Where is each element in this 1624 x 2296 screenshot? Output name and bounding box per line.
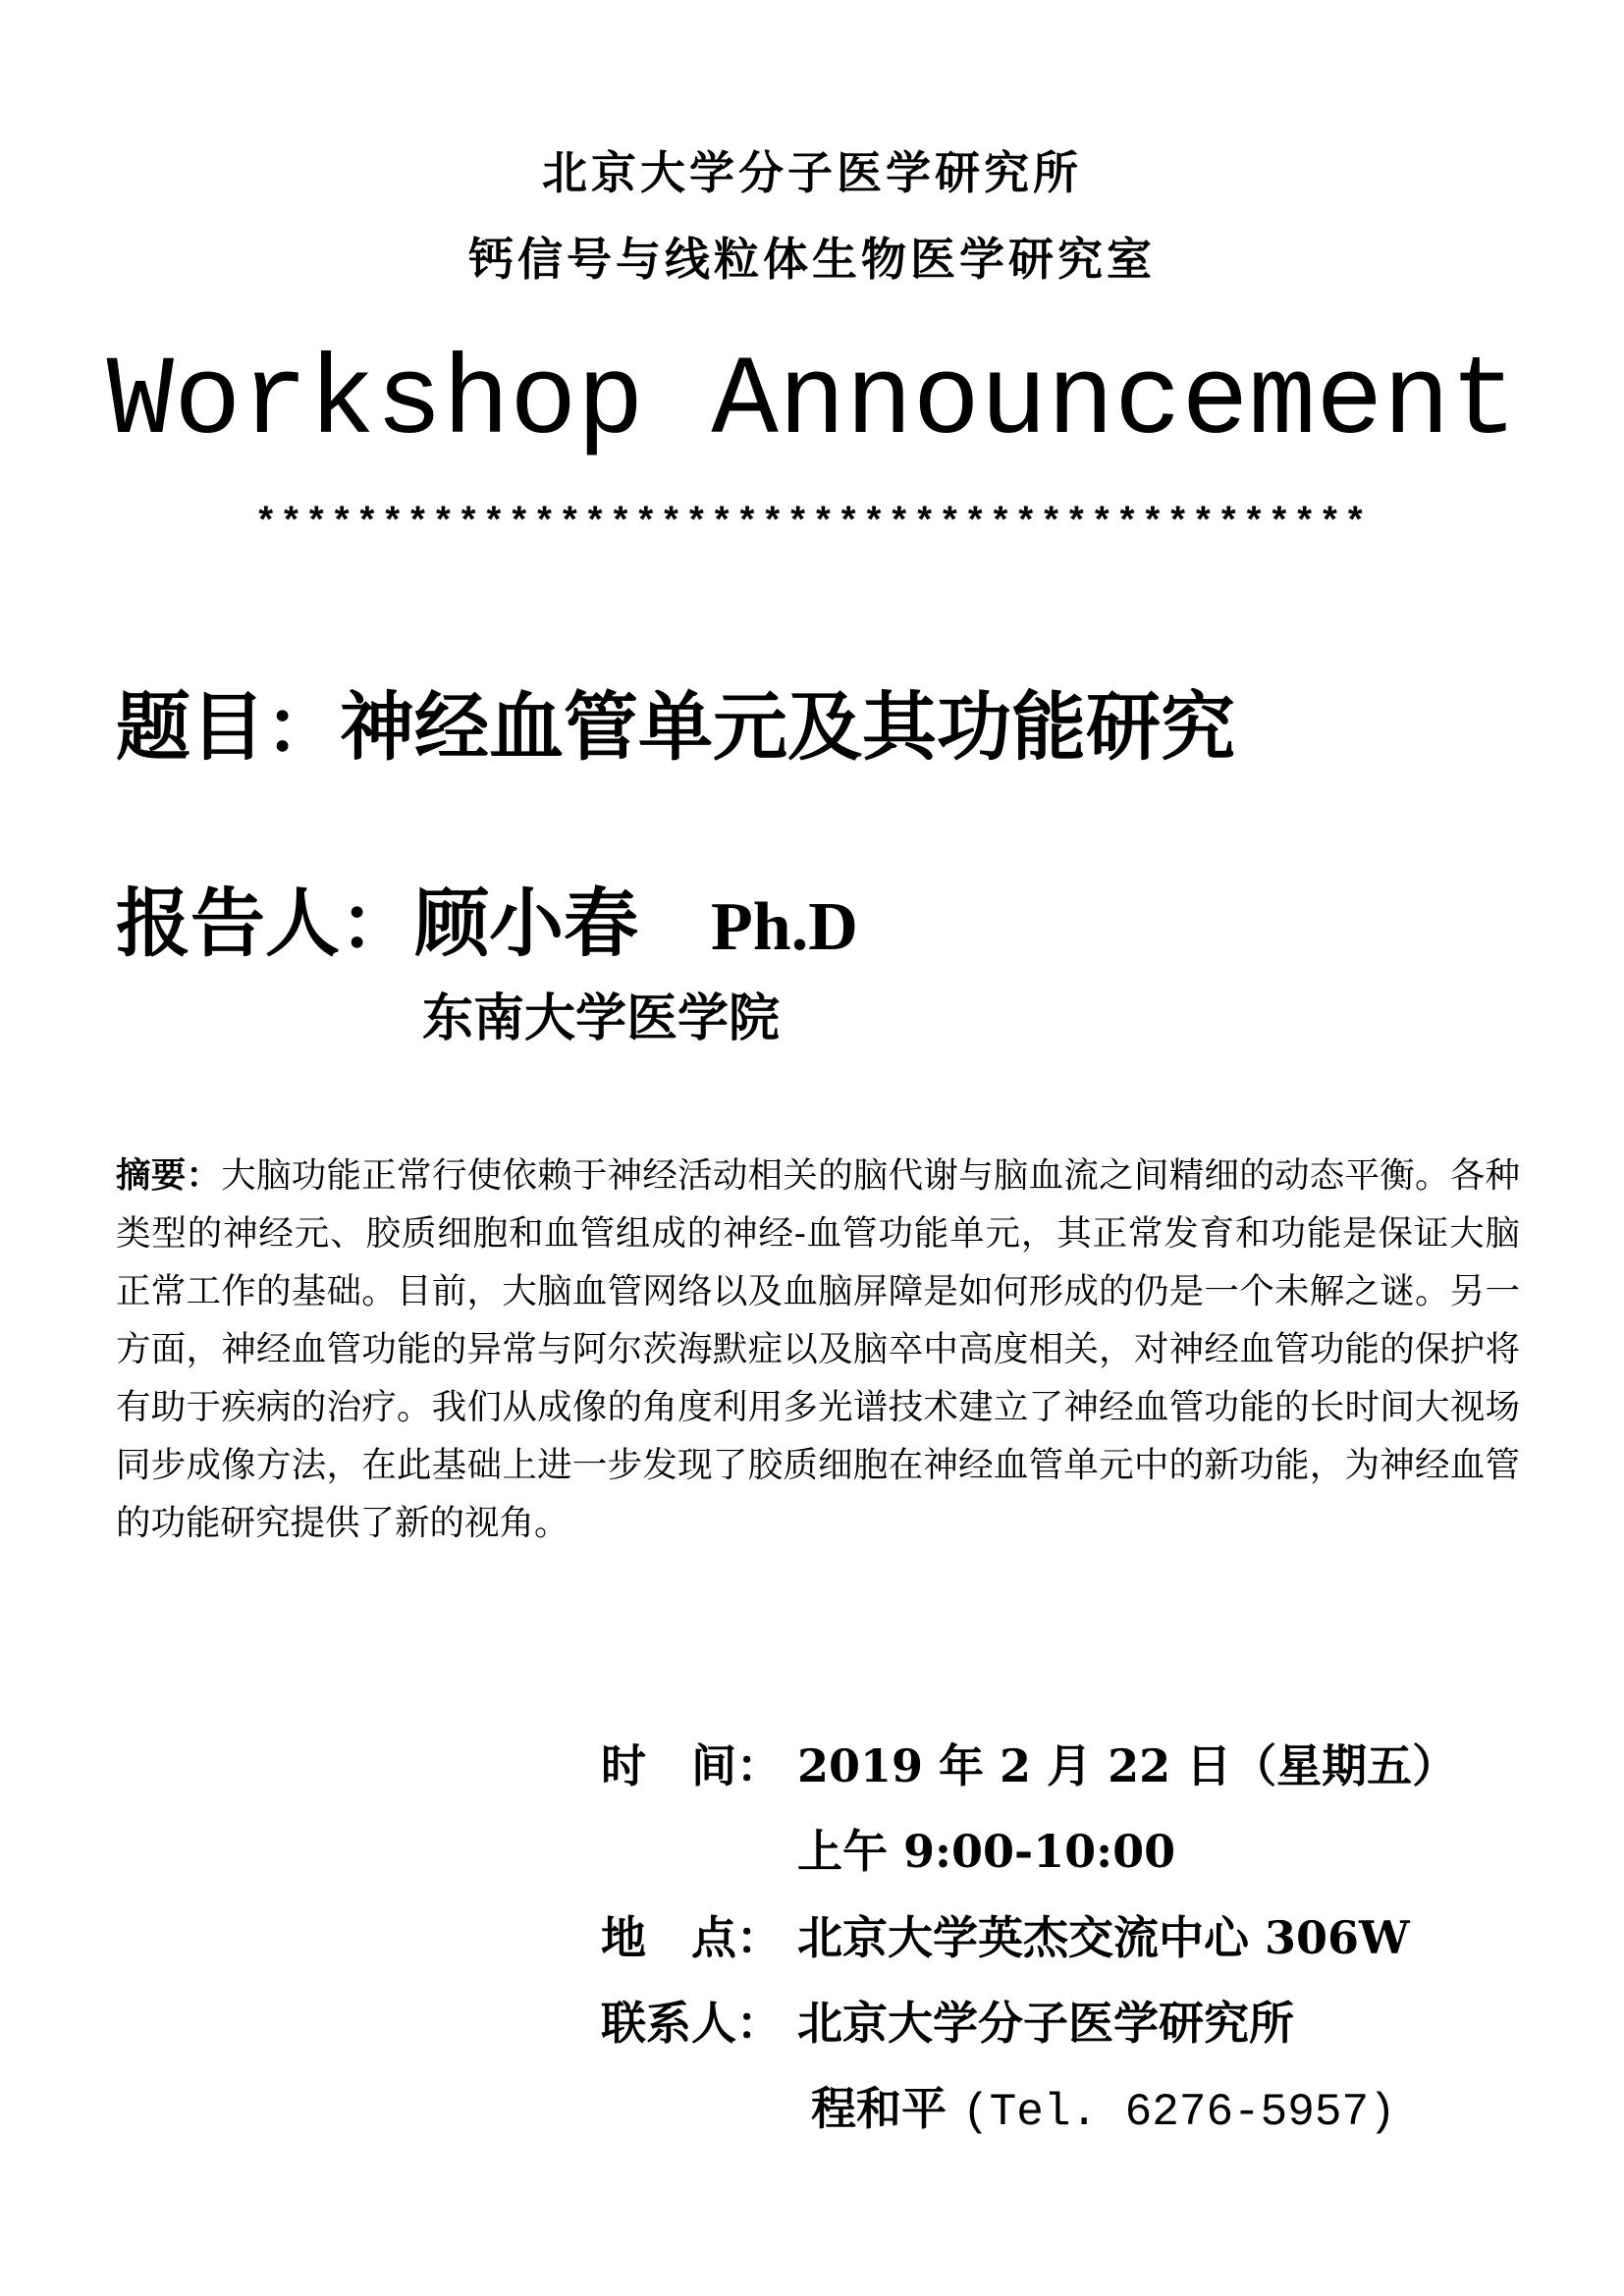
talk-title-row: [116, 667, 1235, 774]
institute-name: 北京大学分子医学研究所: [542, 146, 1082, 199]
speaker-degree: Ph.D: [711, 889, 858, 965]
contact-org: 北京大学分子医学研究所: [797, 1997, 1294, 2050]
abstract-label: 摘要：: [116, 1155, 222, 1196]
speaker-label: 报告人：: [116, 880, 414, 967]
star-divider: ********************************************: [254, 503, 1370, 545]
lab-name: 钙信号与线粒体生物医学研究室: [468, 233, 1156, 286]
talk-title: 神经血管单元及其功能研究: [340, 683, 1235, 771]
abstract-text: 大脑功能正常行使依赖于神经活动相关的脑代谢与脑血流之间精细的动态平衡。各种类型的神经元、胶质细胞和血管组成的神经-血管功能单元，其正常发育和功能是保证大脑正常工作的基础。目前，大脑血管网络以及血脑屏障是如何形成的仍是一个未解之谜。另一方面，神经血管功能的异常与阿尔茨海默症以及脑卒中高度相关，对神经血管功能的保护将有助于疾病的治疗。我们从成像的角度利用多光谱技术建立了神经血管功能的长时间大视场同步成像方法，在此基础上进一步发现了胶质细胞在神经血管单元中的新功能，为神经血管的功能研究提供了新的视角。: [116, 1155, 1520, 1543]
speaker-affiliation: 东南大学医学院: [422, 988, 781, 1048]
contact-line: [811, 2073, 1396, 2138]
abstract: [116, 1147, 1520, 1552]
speaker-row: [116, 864, 858, 971]
contact-phone: (Tel. 6276-5957): [962, 2087, 1396, 2138]
event-place: 北京大学英杰交流中心 306W: [797, 1911, 1410, 1964]
event-time: 上午 9:00-10:00: [797, 1825, 1176, 1878]
contact-label: 联系人：: [601, 1997, 782, 2050]
contact-name: 程和平: [811, 2082, 947, 2135]
page-title: Workshop Announcement: [106, 340, 1518, 466]
title-label-a: 题: [116, 683, 190, 771]
title-label-b: 目：: [190, 683, 340, 771]
time-label: 时 间：: [601, 1739, 782, 1792]
speaker-name: 顾小春: [414, 880, 638, 967]
event-date: 2019 年 2 月 22 日（星期五）: [797, 1739, 1458, 1792]
place-label: 地 点：: [601, 1911, 782, 1964]
